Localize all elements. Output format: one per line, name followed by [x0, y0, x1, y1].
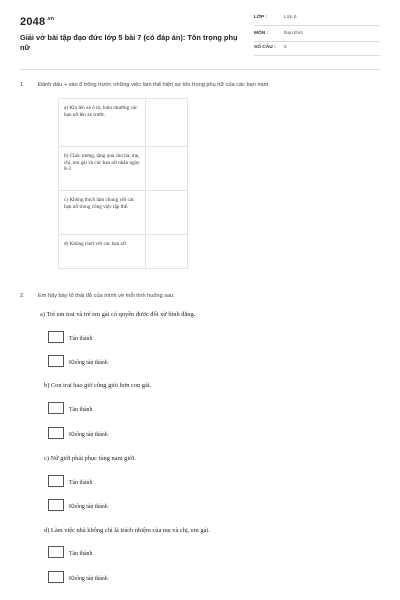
meta-key: MÔN :: [254, 31, 269, 36]
choice-label: Không tán thành: [69, 360, 108, 366]
table-row: [59, 147, 188, 191]
checkbox[interactable]: [48, 546, 64, 558]
table-row: [59, 99, 188, 147]
meta-count-row: [254, 44, 380, 56]
choice-label: Không tán thành: [69, 576, 108, 582]
meta-class-row: [254, 14, 380, 26]
statement-c: c) Nữ giới phải phục tùng nam giới.: [44, 455, 136, 462]
choice-label: Tán thành: [69, 336, 93, 342]
statement-b: b) Con trai bao giờ cũng giỏi hơn con gái.: [44, 382, 152, 389]
document-title: Giải vở bài tập đạo đức lớp 5 bài 7 (có đáp án): Tôn trọng phụ nữ: [20, 33, 238, 52]
option-text: c) Không thích làm chung với các bạn nữ trong công việc tập thể.: [59, 191, 146, 235]
answer-cell[interactable]: [146, 147, 188, 191]
table-row: [59, 191, 188, 235]
disagree-choice-a[interactable]: [48, 355, 188, 369]
choice-label: Tán thành: [69, 551, 93, 557]
meta-key: SỐ CÂU :: [254, 45, 276, 50]
question-1-prompt: [20, 82, 270, 88]
option-text: a) Khi lên xe ô tô, luôn nhường các bạn nữ lên xe trước.: [59, 99, 146, 147]
meta-value: Lớp 5: [284, 15, 297, 20]
header-divider: [20, 69, 380, 70]
disagree-choice-d[interactable]: [48, 571, 188, 585]
meta-value: 5: [284, 45, 287, 50]
agree-choice-b[interactable]: [48, 402, 188, 416]
answer-cell[interactable]: [146, 235, 188, 269]
meta-subject-row: [254, 30, 380, 42]
option-text: b) Chúc mừng, tặng quà cho bà, mẹ, chị, em gái và các bạn nữ nhân ngày 8-3: [59, 147, 146, 191]
site-logo[interactable]: [20, 16, 54, 28]
agree-choice-a[interactable]: [48, 331, 188, 345]
question-text: Em hãy bày tỏ thái độ của mình về mỗi tình huống sau:: [38, 293, 175, 299]
disagree-choice-c[interactable]: [48, 499, 188, 513]
checkbox[interactable]: [48, 331, 64, 343]
choice-label: Không tán thành: [69, 432, 108, 438]
meta-value: Đạo Đức: [284, 31, 304, 36]
question-number: 1.: [20, 82, 25, 88]
logo-suffix: .vn: [46, 16, 55, 23]
checkbox[interactable]: [48, 571, 64, 583]
table-row: [59, 235, 188, 269]
agree-choice-c[interactable]: [48, 475, 188, 489]
statement-d: d) Làm việc nhà không chỉ là trách nhiệm của mẹ và chị, em gái.: [44, 527, 210, 534]
checkbox[interactable]: [48, 427, 64, 439]
checkbox[interactable]: [48, 499, 64, 511]
checkbox[interactable]: [48, 402, 64, 414]
choice-label: Tán thành: [69, 480, 93, 486]
question-2-prompt: [20, 293, 175, 299]
choice-label: Không tán thành: [69, 504, 108, 510]
question-number: 2.: [20, 293, 25, 299]
option-text: d) Không chơi với các bạn nữ: [59, 235, 146, 269]
question-1-options-table: [58, 98, 188, 269]
meta-key: LỚP :: [254, 15, 268, 20]
choice-label: Tán thành: [69, 407, 93, 413]
agree-choice-d[interactable]: [48, 546, 188, 560]
checkbox[interactable]: [48, 475, 64, 487]
disagree-choice-b[interactable]: [48, 427, 188, 441]
answer-cell[interactable]: [146, 191, 188, 235]
checkbox[interactable]: [48, 355, 64, 367]
statement-a: a) Trẻ em trai và trẻ em gái có quyền được đối xử bình đẳng.: [40, 311, 196, 318]
question-text: Đánh dấu + vào ô trống trước những việc làm thể hiện sự tôn trọng phụ nữ của các bạn nam.: [38, 82, 270, 88]
answer-cell[interactable]: [146, 99, 188, 147]
logo-text: 2048: [20, 16, 46, 28]
page-header: [0, 0, 400, 70]
